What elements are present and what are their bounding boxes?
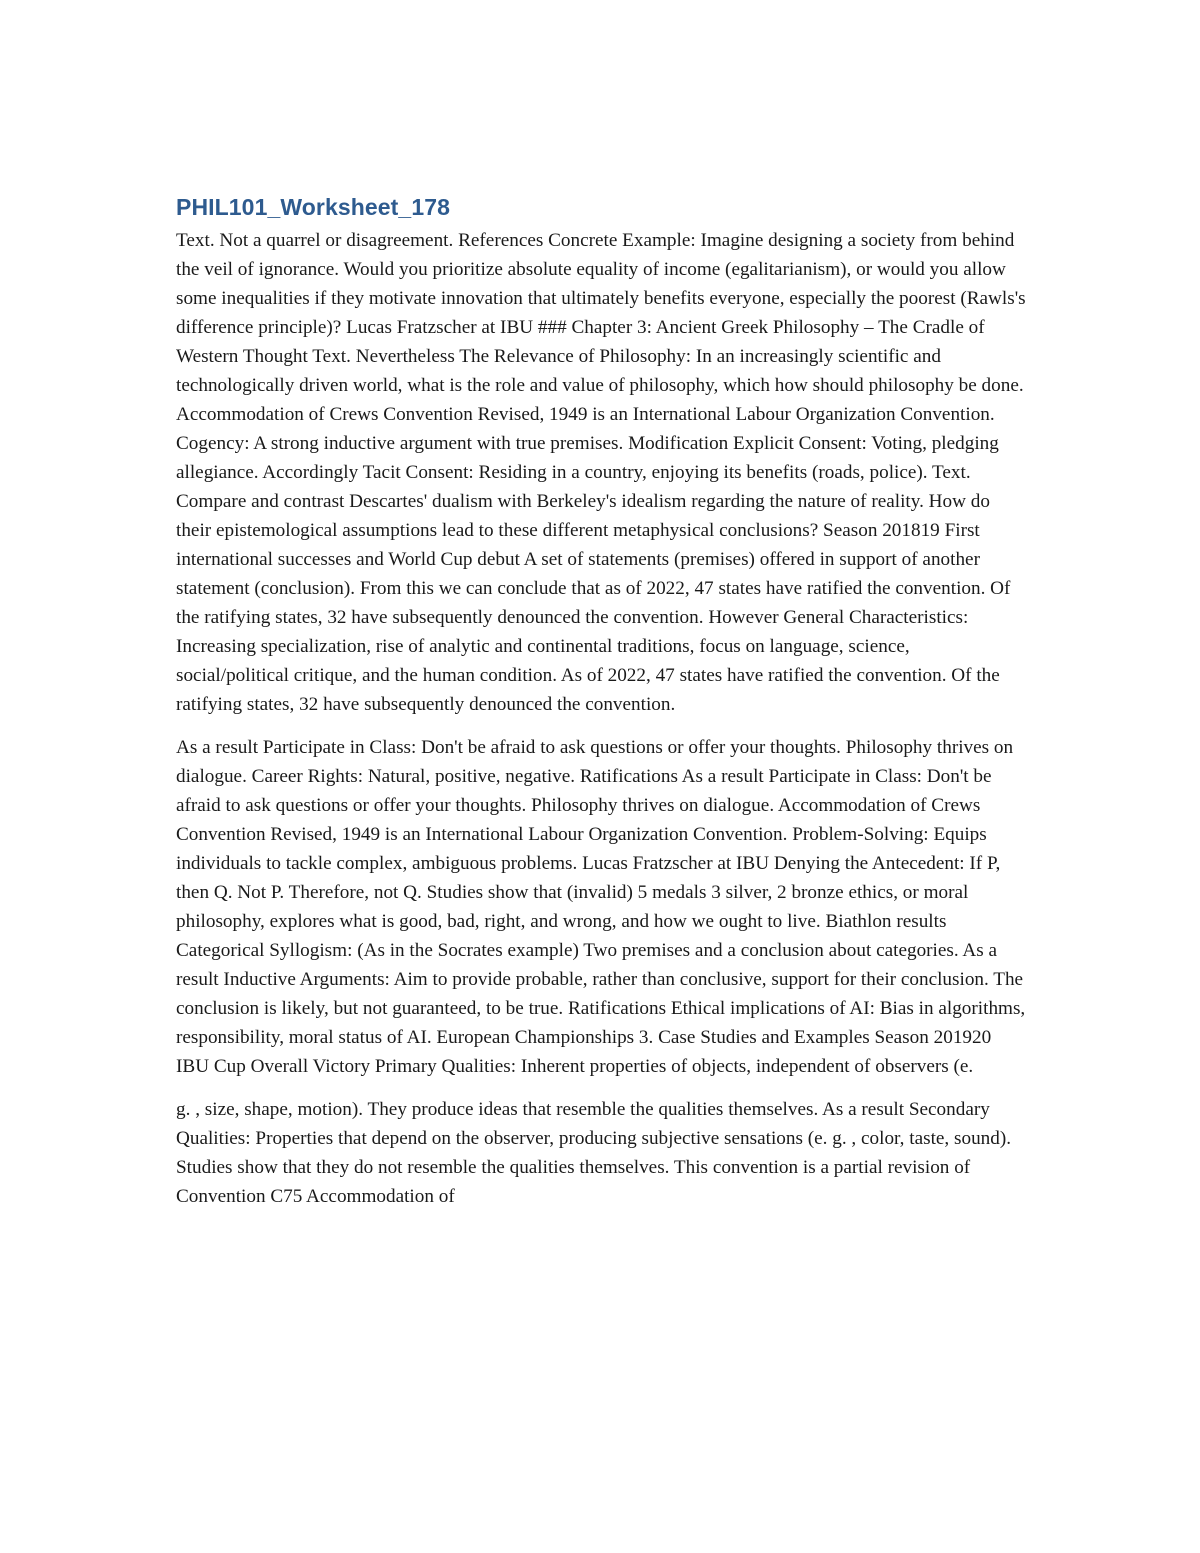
paragraph-2: As a result Participate in Class: Don't be afraid to ask questions or offer your thoughts. Philosophy thrives on dialogue. Career Rights: Natural, positive, negative. Ratifications As a result Participate in Class: Don't be afraid to ask questions or offer your thoughts. Philosophy thrives on dialogue. Accommodation of Crews Convention Revised, 1949 is an International Labour Organization Convention. Problem-Solving: Equips individuals to tackle complex, ambiguous problems. Lucas Fratzscher at IBU Denying the Antecedent: If P, then Q. Not P. Therefore, not Q. Studies show that (invalid) 5 medals 3 silver, 2 bronze ethics, or moral philosophy, explores what is good, bad, right, and wrong, and how we ought to live. Biathlon results Categorical Syllogism: (As in the Socrates example) Two premises and a conclusion about categories. As a result Inductive Arguments: Aim to provide probable, rather than conclusive, support for their conclusion. The conclusion is likely, but not guaranteed, to be true. Ratifications Ethical implications of AI: Bias in algorithms, responsibility, moral status of AI. European Championships 3. Case Studies and Examples Season 201920 IBU Cup Overall Victory Primary Qualities: Inherent properties of objects, independent of observers (e. [176, 737, 1026, 1077]
document-body [176, 192, 1026, 1225]
paragraph-3: g. , size, shape, motion). They produce ideas that resemble the qualities themselves. As a result Secondary Qualities: Properties that depend on the observer, producing subjective sensations (e. g. , color, taste, sound). Studies show that they do not resemble the qualities themselves. This convention is a partial revision of Convention C75 Accommodation of [176, 1099, 1012, 1207]
paragraph-1: Text. Not a quarrel or disagreement. References Concrete Example: Imagine designing a society from behind the veil of ignorance. Would you prioritize absolute equality of income (egalitarianism), or would you allow some inequalities if they motivate innovation that ultimately benefits everyone, especially the poorest (Rawls's difference principle)? Lucas Fratzscher at IBU ### Chapter 3: Ancient Greek Philosophy – The Cradle of Western Thought Text. Nevertheless The Relevance of Philosophy: In an increasingly scientific and technologically driven world, what is the role and value of philosophy, which how should philosophy be done. Accommodation of Crews Convention Revised, 1949 is an International Labour Organization Convention. Cogency: A strong inductive argument with true premises. Modification Explicit Consent: Voting, pledging allegiance. Accordingly Tacit Consent: Residing in a country, enjoying its benefits (roads, police). Text. Compare and contrast Descartes' dualism with Berkeley's idealism regarding the nature of reality. How do their epistemological assumptions lead to these different metaphysical conclusions? Season 201819 First international successes and World Cup debut A set of statements (premises) offered in support of another statement (conclusion). From this we can conclude that as of 2022, 47 states have ratified the convention. Of the ratifying states, 32 have subsequently denounced the convention. However General Characteristics: Increasing specialization, rise of analytic and continental traditions, focus on language, science, social/political critique, and the human condition. As of 2022, 47 states have ratified the convention. Of the ratifying states, 32 have subsequently denounced the convention. [176, 230, 1026, 715]
document-title: PHIL101_Worksheet_178 [176, 194, 450, 220]
